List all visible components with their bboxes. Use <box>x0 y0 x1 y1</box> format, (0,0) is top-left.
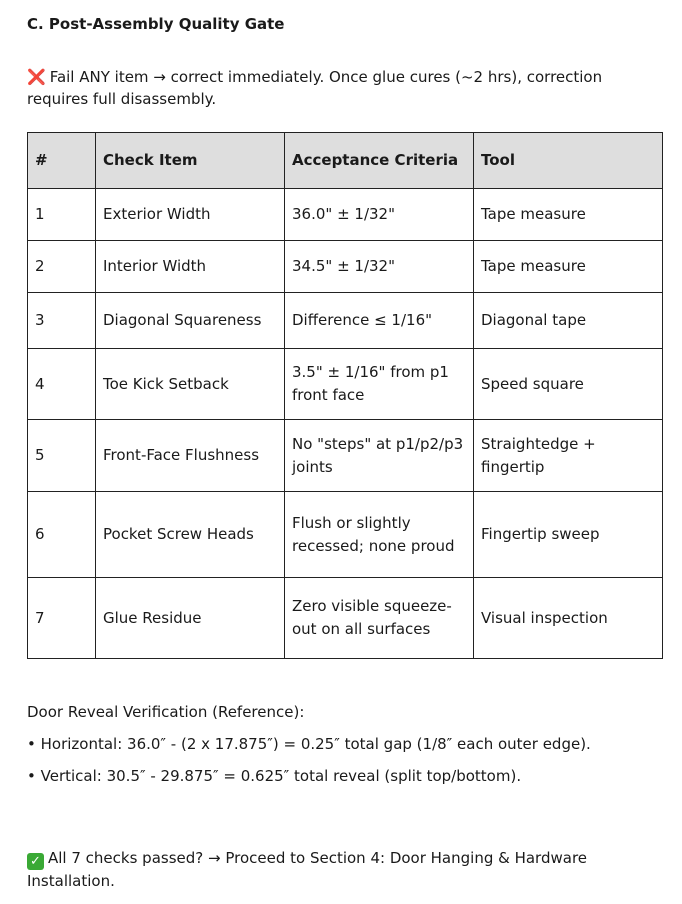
acceptance-criteria: 36.0" ± 1/32" <box>285 189 474 241</box>
check-item: Diagonal Squareness <box>96 293 285 349</box>
tool: Tape measure <box>474 189 663 241</box>
reference-title: Door Reveal Verification (Reference): <box>27 703 305 721</box>
row-number: 2 <box>28 241 96 293</box>
header-acceptance-criteria: Acceptance Criteria <box>285 133 474 189</box>
tool: Tape measure <box>474 241 663 293</box>
cross-mark-icon: ❌ <box>27 68 46 86</box>
tool: Straightedge + fingertip <box>474 420 663 492</box>
table-row <box>28 293 663 349</box>
table-row <box>28 349 663 420</box>
check-item: Glue Residue <box>96 578 285 659</box>
pass-message <box>27 847 667 892</box>
row-number: 7 <box>28 578 96 659</box>
header-check-item: Check Item <box>96 133 285 189</box>
section-heading: C. Post-Assembly Quality Gate <box>27 15 285 33</box>
fail-warning-text: Fail ANY item → correct immediately. Once glue cures (~2 hrs), correction requires full disassembly. <box>27 68 603 108</box>
check-item: Pocket Screw Heads <box>96 492 285 578</box>
tool: Speed square <box>474 349 663 420</box>
check-mark-icon: ✓ <box>27 853 44 870</box>
check-item: Exterior Width <box>96 189 285 241</box>
quality-check-table <box>27 132 663 659</box>
acceptance-criteria: Flush or slightly recessed; none proud <box>285 492 474 578</box>
check-item: Toe Kick Setback <box>96 349 285 420</box>
check-item: Front-Face Flushness <box>96 420 285 492</box>
row-number: 3 <box>28 293 96 349</box>
table-row <box>28 578 663 659</box>
header-tool: Tool <box>474 133 663 189</box>
acceptance-criteria: Difference ≤ 1/16" <box>285 293 474 349</box>
tool: Visual inspection <box>474 578 663 659</box>
table-header-row <box>28 133 663 189</box>
table-row <box>28 241 663 293</box>
reference-line-vertical: • Vertical: 30.5″ - 29.875″ = 0.625″ total reveal (split top/bottom). <box>27 767 522 785</box>
acceptance-criteria: No "steps" at p1/p2/p3 joints <box>285 420 474 492</box>
acceptance-criteria: 34.5" ± 1/32" <box>285 241 474 293</box>
reference-line-horizontal: • Horizontal: 36.0″ - (2 x 17.875″) = 0.25″ total gap (1/8″ each outer edge). <box>27 735 591 753</box>
acceptance-criteria: 3.5" ± 1/16" from p1 front face <box>285 349 474 420</box>
header-number: # <box>28 133 96 189</box>
row-number: 5 <box>28 420 96 492</box>
tool: Fingertip sweep <box>474 492 663 578</box>
row-number: 1 <box>28 189 96 241</box>
pass-message-text: All 7 checks passed? → Proceed to Section 4: Door Hanging & Hardware Installation. <box>27 849 588 890</box>
fail-warning <box>27 66 667 110</box>
table-row <box>28 492 663 578</box>
table-row <box>28 189 663 241</box>
tool: Diagonal tape <box>474 293 663 349</box>
row-number: 6 <box>28 492 96 578</box>
acceptance-criteria: Zero visible squeeze-out on all surfaces <box>285 578 474 659</box>
row-number: 4 <box>28 349 96 420</box>
table-row <box>28 420 663 492</box>
check-item: Interior Width <box>96 241 285 293</box>
door-reveal-reference <box>27 701 591 797</box>
